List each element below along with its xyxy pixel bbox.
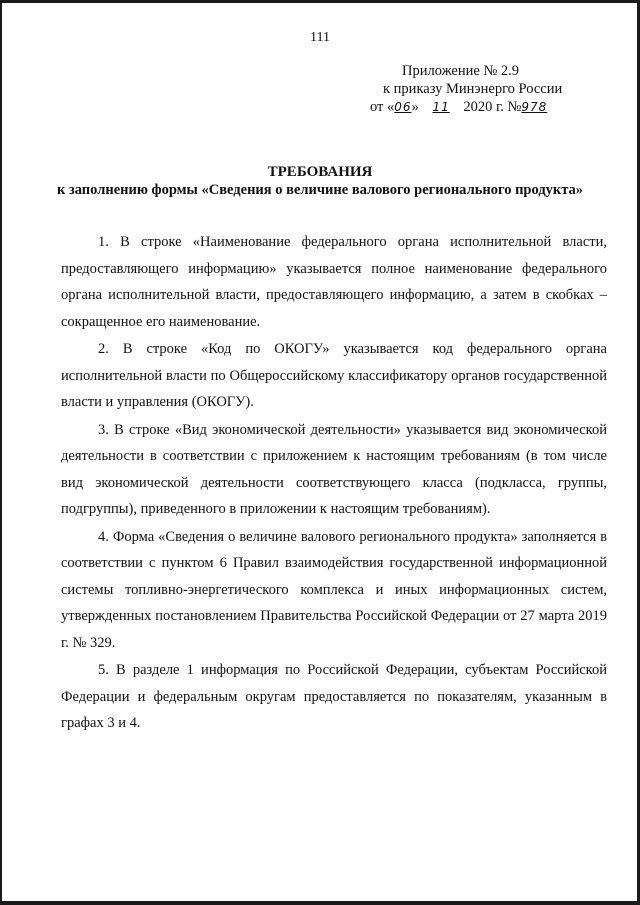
annex-date-month: 11 (432, 100, 450, 114)
paragraph-3: 3. В строке «Вид экономической деятельности» указывается вид экономической деятельности в соответствии с приложением к настоящим требованиям (в том числе вид экономической деятельности соответствующего класса (подкласса, группы, подгруппы), приведенного в приложении к настоящим требованиям). (61, 421, 607, 517)
annex-header (370, 62, 620, 116)
annex-order-number: 978 (521, 100, 548, 114)
page-border-left (0, 0, 2, 905)
paragraph-4: 4. Форма «Сведения о величине валового регионального продукта» заполняется в соответствии с пунктом 6 Правил взаимодействия государственной информационной системы топливно-энергетического комплекса и иных информационных систем, утвержденных постановлением Правительства Российской Федерации от 27 марта 2019 г. № 329. (61, 528, 607, 651)
paragraph-5: 5. В разделе 1 информация по Российской Федерации, субъектам Российской Федерации и федеральным округам предоставляется по показателям, указанным в графах 3 и 4. (61, 662, 607, 731)
annex-date-mid2: 2020 г. № (459, 99, 522, 115)
annex-date-mid1: » (411, 99, 423, 115)
document-title: ТРЕБОВАНИЯ (267, 164, 373, 180)
annex-date-line (370, 98, 620, 116)
page-border-bottom (0, 901, 640, 905)
annex-date-prefix: от « (370, 99, 395, 115)
requirements-body (61, 229, 607, 738)
annex-order-ref: к приказу Минэнерго России (383, 81, 563, 97)
annex-title: Приложение № 2.9 (402, 63, 520, 79)
paragraph-2: 2. В строке «Код по ОКОГУ» указывается код федерального органа исполнительной власти по Общероссийскому классификатору органов государственной власти и управления (ОКОГУ). (61, 341, 607, 410)
document-subtitle: к заполнению формы «Сведения о величине валового регионального продукта» (56, 182, 584, 198)
page-number: 111 (310, 30, 330, 45)
annex-date-month-field (422, 99, 459, 115)
annex-date-day: 06 (394, 100, 412, 114)
page-border-top (0, 0, 640, 3)
paragraph-1: 1. В строке «Наименование федерального органа исполнительной власти, предоставляющего информацию» указывается полное наименование федерального органа исполнительной власти, предоставляющего информацию, а затем в скобках – сокращенное его наименование. (61, 234, 607, 330)
